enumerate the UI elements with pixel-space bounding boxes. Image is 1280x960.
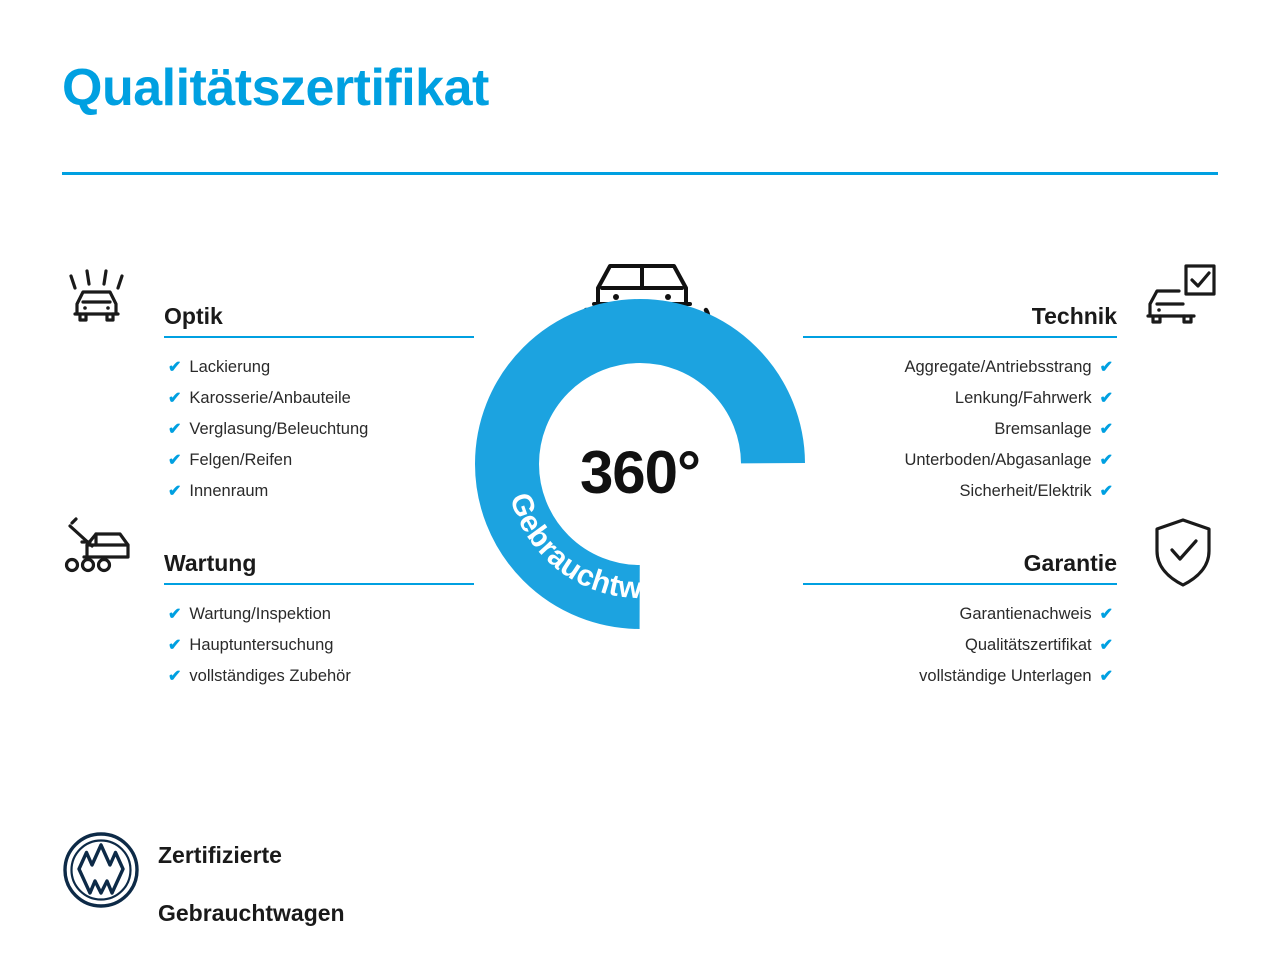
- list-item-label: Lenkung/Fahrwerk: [954, 389, 1092, 407]
- list-item-label: Unterboden/Abgasanlage: [904, 451, 1092, 469]
- car-lift-icon: [62, 512, 142, 597]
- section-underline: [164, 583, 474, 585]
- check-icon: ✔: [1099, 637, 1113, 654]
- check-icon: ✔: [168, 452, 182, 469]
- list-item-label: vollständiges Zubehör: [189, 667, 351, 685]
- section-garantie: [803, 543, 1117, 692]
- list-item: [803, 476, 1113, 507]
- section-title: Garantie: [1023, 550, 1117, 576]
- car-polish-icon: [62, 262, 140, 345]
- check-icon: ✔: [1099, 421, 1113, 438]
- footer-text: [158, 812, 345, 928]
- list-item-label: Felgen/Reifen: [189, 451, 293, 469]
- list-item: [168, 445, 474, 476]
- section-header: [803, 296, 1117, 338]
- section-underline: [164, 336, 474, 338]
- check-icon: ✔: [168, 390, 182, 407]
- footer-line-2: Gebrauchtwagen: [158, 900, 345, 926]
- list-item: [168, 599, 474, 630]
- vw-logo: [62, 831, 140, 909]
- check-icon: ✔: [168, 668, 182, 685]
- list-item: [803, 414, 1113, 445]
- section-item-list: [803, 599, 1113, 692]
- section-underline: [803, 336, 1117, 338]
- page-title: Qualitätszertifikat: [62, 59, 489, 117]
- check-icon: ✔: [1099, 606, 1113, 623]
- list-item-label: Garantienachweis: [959, 605, 1092, 623]
- section-header: [164, 296, 474, 338]
- section-wartung: [164, 543, 474, 692]
- section-title: Wartung: [164, 550, 257, 576]
- list-item-label: Lackierung: [189, 358, 271, 376]
- list-item: [803, 352, 1113, 383]
- list-item-label: Bremsanlage: [994, 420, 1092, 438]
- list-item: [168, 414, 474, 445]
- center-number: 360°: [579, 439, 701, 506]
- section-item-list: [803, 352, 1113, 507]
- section-title: Technik: [1031, 303, 1117, 329]
- check-icon: ✔: [168, 483, 182, 500]
- section-technik: [803, 296, 1117, 507]
- check-icon: ✔: [1099, 452, 1113, 469]
- list-item: [168, 383, 474, 414]
- check-icon: ✔: [1099, 390, 1113, 407]
- list-item: [168, 661, 474, 692]
- list-item-label: Qualitätszertifikat: [965, 636, 1092, 654]
- list-item: [168, 476, 474, 507]
- list-item: [803, 599, 1113, 630]
- ring-label: Gebrauchtwagen-Check: [503, 488, 777, 606]
- used-car-check-badge: [462, 248, 818, 638]
- list-item: [803, 630, 1113, 661]
- section-item-list: [168, 599, 474, 692]
- check-icon: ✔: [1099, 359, 1113, 376]
- check-icon: ✔: [1099, 483, 1113, 500]
- list-item: [168, 630, 474, 661]
- car-check-icon: [1140, 258, 1222, 345]
- section-header: [803, 543, 1117, 585]
- section-item-list: [168, 352, 474, 507]
- list-item-label: Hauptuntersuchung: [189, 636, 334, 654]
- list-item: [803, 661, 1113, 692]
- check-icon: ✔: [168, 421, 182, 438]
- list-item: [803, 383, 1113, 414]
- footer-line-1: Zertifizierte: [158, 842, 282, 868]
- check-icon: ✔: [168, 637, 182, 654]
- shield-check-icon: [1152, 516, 1214, 595]
- section-title: Optik: [164, 303, 223, 329]
- section-optik: [164, 296, 474, 507]
- check-icon: ✔: [168, 606, 182, 623]
- list-item-label: Verglasung/Beleuchtung: [189, 420, 369, 438]
- list-item-label: Innenraum: [189, 482, 269, 500]
- list-item-label: Wartung/Inspektion: [189, 605, 331, 623]
- title-divider: [62, 172, 1218, 175]
- check-icon: ✔: [1099, 668, 1113, 685]
- list-item: [803, 445, 1113, 476]
- list-item-label: Aggregate/Antriebsstrang: [904, 358, 1092, 376]
- list-item-label: Sicherheit/Elektrik: [959, 482, 1092, 500]
- list-item-label: vollständige Unterlagen: [919, 667, 1092, 685]
- section-underline: [803, 583, 1117, 585]
- list-item: [168, 352, 474, 383]
- list-item-label: Karosserie/Anbauteile: [189, 389, 351, 407]
- footer-brand: [62, 812, 345, 928]
- check-icon: ✔: [168, 359, 182, 376]
- section-header: [164, 543, 474, 585]
